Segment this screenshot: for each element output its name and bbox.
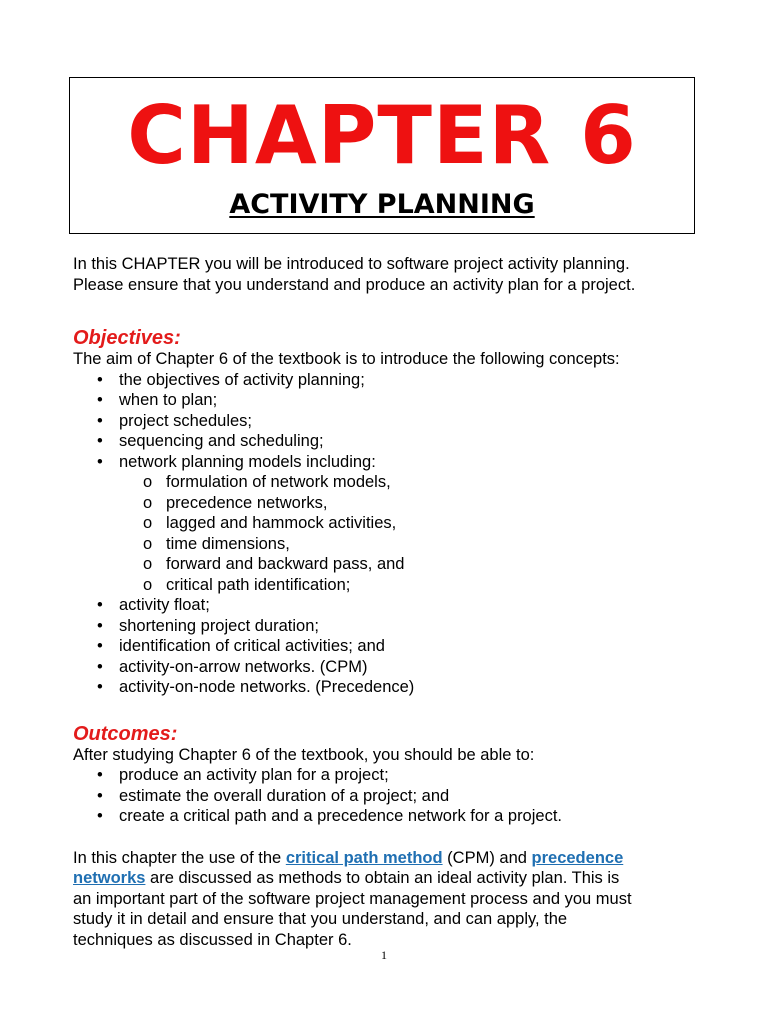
sub-list-item: o precedence networks, — [143, 493, 328, 512]
list-item: • produce an activity plan for a project; — [97, 766, 389, 784]
outcomes-heading: Outcomes: — [73, 722, 178, 745]
bullet-icon: • — [97, 637, 103, 655]
bullet-icon: • — [97, 657, 103, 676]
list-item: • sequencing and scheduling; — [97, 432, 324, 450]
outcomes-list — [73, 765, 703, 827]
objectives-list — [73, 370, 703, 698]
network-models-sublist — [119, 472, 703, 595]
closing-line-1: In this chapter the use of the critical path method (CPM) and precedence — [73, 848, 624, 867]
bullet-icon: • — [97, 452, 103, 471]
sub-list-item: o critical path identification; — [143, 575, 351, 594]
intro-line-2: Please ensure that you understand and produce an activity plan for a project. — [73, 275, 636, 294]
outcomes-lead: After studying Chapter 6 of the textbook, you should be able to: — [73, 745, 535, 764]
bullet-icon: • — [97, 596, 103, 614]
sub-list-item: o forward and backward pass, and — [143, 555, 405, 573]
list-item: • activity-on-arrow networks. (CPM) — [97, 657, 368, 676]
closing-line-4: study it in detail and ensure that you understand, and can apply, the — [73, 910, 568, 928]
circle-bullet-icon: o — [143, 534, 153, 553]
bullet-icon: • — [97, 370, 103, 389]
list-item: • shortening project duration; — [97, 616, 319, 635]
list-item: • activity float; — [97, 596, 210, 614]
objectives-lead: The aim of Chapter 6 of the textbook is to introduce the following concepts: — [73, 350, 620, 368]
precedence-networks-link-continued[interactable]: networks — [73, 869, 146, 887]
list-item: • project schedules; — [97, 411, 252, 430]
objectives-heading: Objectives: — [73, 327, 181, 349]
bullet-icon: • — [97, 432, 103, 450]
circle-bullet-icon: o — [143, 514, 153, 532]
circle-bullet-icon: o — [143, 473, 153, 491]
closing-line-5: techniques as discussed in Chapter 6. — [73, 930, 352, 949]
circle-bullet-icon: o — [143, 575, 153, 594]
closing-line-2: networks are discussed as methods to obtain an ideal activity plan. This is — [73, 869, 620, 887]
precedence-networks-link[interactable]: precedence — [531, 848, 624, 867]
bullet-icon: • — [97, 391, 103, 409]
bullet-icon: • — [97, 807, 103, 825]
list-item: • estimate the overall duration of a project; and — [97, 786, 450, 805]
list-item: • create a critical path and a precedence network for a project. — [97, 807, 562, 825]
bullet-icon: • — [97, 678, 103, 696]
bullet-icon: • — [97, 766, 103, 784]
list-item: • the objectives of activity planning; — [97, 370, 365, 389]
chapter-title-box — [69, 77, 695, 234]
critical-path-method-link[interactable]: critical path method — [285, 848, 443, 867]
chapter-subtitle: ACTIVITY PLANNING — [229, 189, 535, 220]
list-item: • activity-on-node networks. (Precedence) — [97, 678, 415, 696]
list-item: • network planning models including: o formulation of network models, o precedence networks, o lagged and hammock activities, o time dimensions, o forward and backward pass, and o critical path identification; — [73, 452, 703, 596]
sub-list-item: o formulation of network models, — [143, 473, 391, 491]
circle-bullet-icon: o — [143, 555, 153, 573]
document-body — [73, 254, 703, 950]
bullet-icon: • — [97, 786, 103, 805]
intro-line-1: In this CHAPTER you will be introduced to software project activity planning. — [73, 255, 630, 273]
circle-bullet-icon: o — [143, 493, 153, 512]
bullet-icon: • — [97, 616, 103, 635]
bullet-icon: • — [97, 411, 103, 430]
list-item: • when to plan; — [97, 391, 218, 409]
page-number: 1 — [381, 948, 387, 962]
closing-line-3: an important part of the software project management process and you must — [73, 889, 632, 908]
chapter-title: CHAPTER 6 — [127, 89, 637, 182]
sub-list-item: o time dimensions, — [143, 534, 290, 553]
list-item: • identification of critical activities; and — [97, 637, 385, 655]
sub-list-item: o lagged and hammock activities, — [143, 514, 397, 532]
